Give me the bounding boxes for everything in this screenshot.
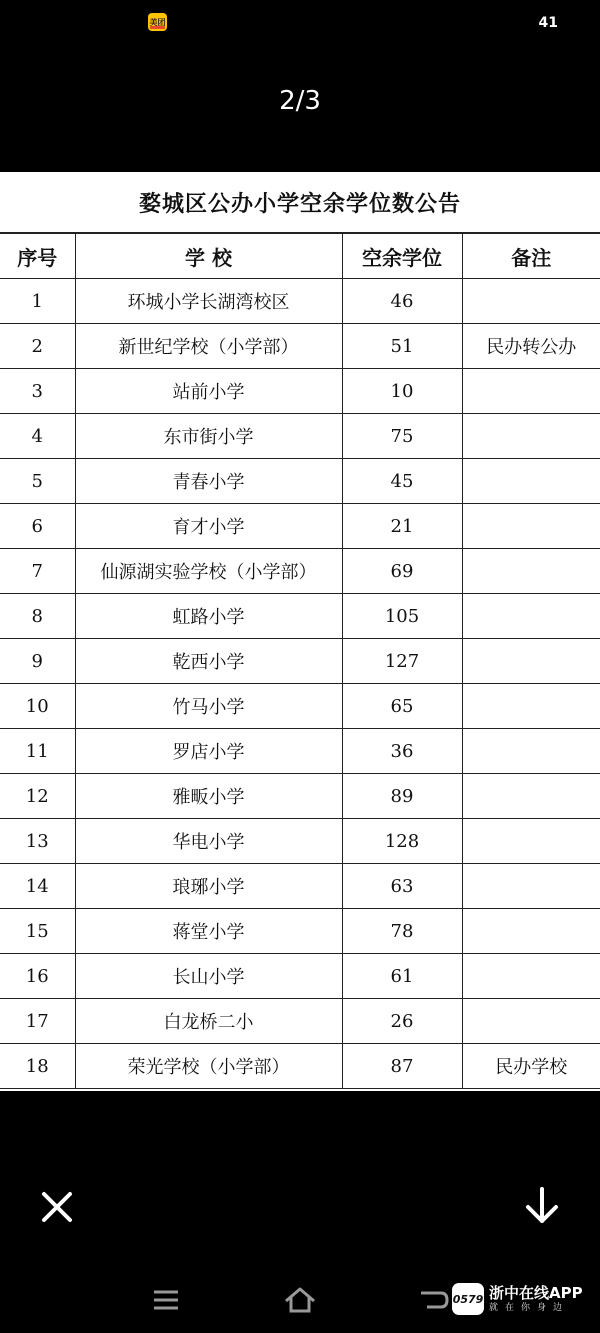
cell-seats: 65 <box>342 684 462 729</box>
cell-school: 育才小学 <box>75 504 342 549</box>
cell-no: 5 <box>0 459 75 504</box>
status-bar <box>0 0 600 48</box>
table-row <box>0 414 600 459</box>
table-row <box>0 639 600 684</box>
table-body <box>0 279 600 1089</box>
watermark-name: 浙中在线APP <box>489 1283 583 1302</box>
cell-no: 17 <box>0 999 75 1044</box>
document-title: 婺城区公办小学空余学位数公告 <box>0 172 600 233</box>
cell-no: 1 <box>0 279 75 324</box>
cell-seats: 75 <box>342 414 462 459</box>
cell-school: 竹马小学 <box>75 684 342 729</box>
cell-school: 华电小学 <box>75 819 342 864</box>
table-row <box>0 279 600 324</box>
cell-no: 11 <box>0 729 75 774</box>
cell-school: 雅畈小学 <box>75 774 342 819</box>
cell-note <box>462 864 600 909</box>
cell-school: 琅琊小学 <box>75 864 342 909</box>
watermark-slogan: 就在你身边 <box>489 1302 570 1313</box>
cell-seats: 105 <box>342 594 462 639</box>
cell-no: 12 <box>0 774 75 819</box>
home-icon <box>283 1286 317 1314</box>
cell-seats: 45 <box>342 459 462 504</box>
cell-seats: 10 <box>342 369 462 414</box>
vacancy-table <box>0 233 600 1089</box>
cell-note <box>462 459 600 504</box>
table-row <box>0 909 600 954</box>
cell-seats: 36 <box>342 729 462 774</box>
table-header-row <box>0 234 600 279</box>
download-button[interactable] <box>522 1184 562 1228</box>
table-row <box>0 999 600 1044</box>
cell-note <box>462 594 600 639</box>
cell-no: 8 <box>0 594 75 639</box>
cell-school: 乾西小学 <box>75 639 342 684</box>
table-row <box>0 819 600 864</box>
table-row <box>0 729 600 774</box>
watermark-logo: 0579 <box>452 1283 484 1315</box>
watermark <box>452 1283 583 1315</box>
cell-note <box>462 999 600 1044</box>
cell-seats: 46 <box>342 279 462 324</box>
cell-note <box>462 414 600 459</box>
cell-note <box>462 279 600 324</box>
table-row <box>0 369 600 414</box>
table-row <box>0 684 600 729</box>
table-row <box>0 549 600 594</box>
cell-seats: 51 <box>342 324 462 369</box>
cell-school: 白龙桥二小 <box>75 999 342 1044</box>
back-button[interactable] <box>414 1282 454 1318</box>
meituan-app-icon: 美团 <box>148 13 167 31</box>
cell-note: 民办转公办 <box>462 324 600 369</box>
document-image <box>0 172 600 1091</box>
cell-school: 新世纪学校（小学部） <box>75 324 342 369</box>
cell-seats: 78 <box>342 909 462 954</box>
cell-seats: 89 <box>342 774 462 819</box>
column-header-note: 备注 <box>462 234 600 279</box>
recent-apps-button[interactable] <box>146 1282 186 1318</box>
cell-note <box>462 909 600 954</box>
cell-no: 14 <box>0 864 75 909</box>
close-icon <box>40 1190 74 1224</box>
table-row <box>0 864 600 909</box>
cell-school: 青春小学 <box>75 459 342 504</box>
cell-seats: 63 <box>342 864 462 909</box>
column-header-seats: 空余学位 <box>342 234 462 279</box>
cell-no: 18 <box>0 1044 75 1089</box>
cell-note <box>462 819 600 864</box>
cell-school: 罗店小学 <box>75 729 342 774</box>
cell-school: 东市街小学 <box>75 414 342 459</box>
table-row <box>0 459 600 504</box>
cell-note <box>462 639 600 684</box>
cell-school: 蒋堂小学 <box>75 909 342 954</box>
close-button[interactable] <box>36 1186 78 1228</box>
cell-no: 3 <box>0 369 75 414</box>
cell-seats: 21 <box>342 504 462 549</box>
table-row <box>0 324 600 369</box>
cell-note <box>462 729 600 774</box>
cell-note <box>462 774 600 819</box>
cell-no: 10 <box>0 684 75 729</box>
cell-note <box>462 504 600 549</box>
cell-no: 4 <box>0 414 75 459</box>
menu-icon <box>152 1289 180 1311</box>
cell-note <box>462 369 600 414</box>
cell-school: 仙源湖实验学校（小学部） <box>75 549 342 594</box>
column-header-no: 序号 <box>0 234 75 279</box>
cell-seats: 128 <box>342 819 462 864</box>
battery-level: 41 <box>538 15 558 31</box>
cell-no: 15 <box>0 909 75 954</box>
table-row <box>0 594 600 639</box>
cell-note <box>462 549 600 594</box>
back-icon <box>419 1287 449 1313</box>
table-row <box>0 504 600 549</box>
cell-seats: 26 <box>342 999 462 1044</box>
table-row <box>0 774 600 819</box>
cell-school: 环城小学长湖湾校区 <box>75 279 342 324</box>
cell-note <box>462 954 600 999</box>
cell-school: 虹路小学 <box>75 594 342 639</box>
cell-no: 6 <box>0 504 75 549</box>
download-arrow-icon <box>524 1186 560 1226</box>
cell-seats: 61 <box>342 954 462 999</box>
table-row <box>0 1044 600 1089</box>
cell-seats: 87 <box>342 1044 462 1089</box>
cell-seats: 69 <box>342 549 462 594</box>
cell-no: 16 <box>0 954 75 999</box>
cell-school: 站前小学 <box>75 369 342 414</box>
column-header-school: 学 校 <box>75 234 342 279</box>
cell-no: 9 <box>0 639 75 684</box>
table-row <box>0 954 600 999</box>
home-button[interactable] <box>280 1282 320 1318</box>
cell-note: 民办学校 <box>462 1044 600 1089</box>
cell-school: 荣光学校（小学部） <box>75 1044 342 1089</box>
cell-no: 7 <box>0 549 75 594</box>
cell-school: 长山小学 <box>75 954 342 999</box>
cell-note <box>462 684 600 729</box>
cell-no: 2 <box>0 324 75 369</box>
cell-seats: 127 <box>342 639 462 684</box>
viewer-controls <box>0 1170 600 1250</box>
cell-no: 13 <box>0 819 75 864</box>
page-indicator: 2/3 <box>279 86 321 116</box>
